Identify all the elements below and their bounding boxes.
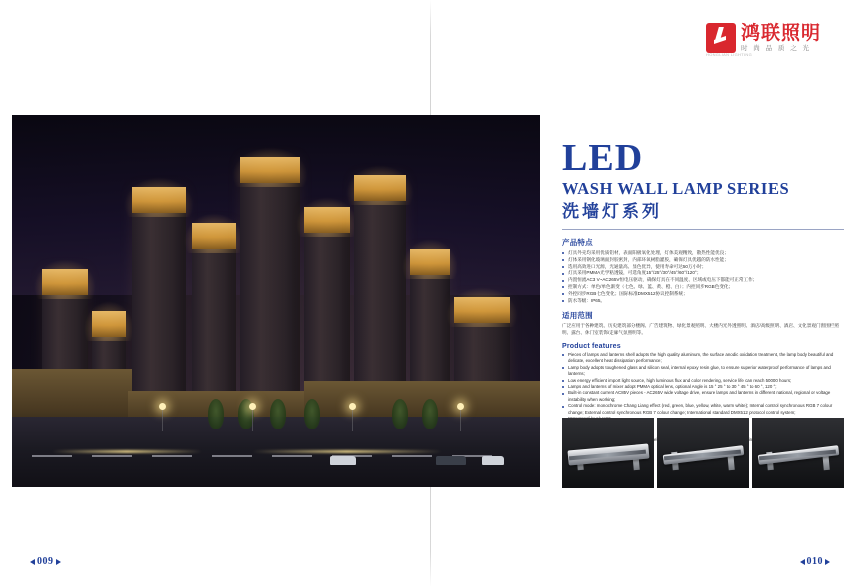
product-info-column bbox=[562, 138, 844, 456]
photo-building-lit-crown bbox=[354, 175, 406, 201]
brand-logo bbox=[706, 20, 836, 56]
photo-building-lit-crown bbox=[132, 187, 186, 213]
photo-light-streak bbox=[252, 450, 442, 453]
photo-road-marking bbox=[212, 455, 252, 457]
photo-road-marking bbox=[32, 455, 72, 457]
triangle-right-icon bbox=[825, 559, 830, 565]
heading-scope-cn: 适用范围 bbox=[562, 311, 593, 321]
product-photo-wash-wall-lamp-long bbox=[752, 418, 844, 488]
photo-building-lit-crown bbox=[240, 157, 300, 183]
text-scope-en: hotels, bbox=[647, 437, 661, 443]
photo-building-lit-crown bbox=[192, 223, 236, 249]
photo-street-lamp bbox=[352, 407, 353, 431]
list-item: 内置恒流AC3 V~AC265V恒电压驱动，确保灯具在不同温度、区域或电压下都能可正常工作； bbox=[562, 277, 844, 284]
title-series-en: WASH WALL LAMP SERIES bbox=[562, 179, 790, 198]
divider bbox=[562, 229, 844, 230]
product-photo-wash-wall-lamp-medium bbox=[657, 418, 749, 488]
photo-car bbox=[330, 456, 356, 465]
photo-road-marking bbox=[92, 455, 132, 457]
photo-building-lit-crown bbox=[304, 207, 350, 233]
list-item: 灯具外壳均采用优质铝材，表面阳极氧化处理，灯体美观精致，散热性能优良； bbox=[562, 250, 844, 257]
title-led: LED bbox=[562, 137, 644, 179]
page-number-left-label: 009 bbox=[37, 556, 54, 567]
title-series-cn: 洗墙灯系列 bbox=[562, 202, 662, 221]
triangle-right-icon bbox=[56, 559, 61, 565]
list-item: Low energy efficient import light source, high luminous flux and color rendering, service life can reach 50000 hours; bbox=[562, 378, 844, 384]
triangle-left-icon bbox=[30, 559, 35, 565]
page-number-left bbox=[30, 556, 61, 567]
photo-street-lamp bbox=[252, 407, 253, 431]
list-item: 防水等级：IP65。 bbox=[562, 298, 844, 305]
photo-tree bbox=[422, 399, 438, 429]
photo-road-marking bbox=[272, 455, 312, 457]
logo-company-name-en: HONGLIAN LIGHTING bbox=[706, 52, 752, 57]
logo-company-name-cn: 鸿联照明 bbox=[741, 22, 822, 44]
photo-tree bbox=[304, 399, 320, 429]
list-item: Pieces of lamps and lanterns shell adopts the high quality aluminum, the surface anodic oxidation treatment, the lamp body beautiful and delicate, excellent heat dissipation performance; bbox=[562, 352, 844, 365]
list-features-cn bbox=[562, 250, 844, 304]
photo-car bbox=[436, 456, 466, 465]
heading-features-en: Product features bbox=[562, 342, 621, 350]
list-item: 灯体采用钢化玻璃面封胶密封，内部环氧树脂灌胶，确保灯具优越的防水性能； bbox=[562, 257, 844, 264]
photo-building-lit-crown bbox=[410, 249, 450, 275]
text-scope-cn: 广泛应用于各种建筑、历史建筑部分楼阁、广告建筑物、绿化景观照明、大楼内光外透照明、酒店/高级照明、酒店、文化景观门窗围栏照明、露台、休门室装饰/走廊气氛照明等。 bbox=[562, 323, 839, 336]
photo-street-lamp bbox=[162, 407, 163, 431]
photo-building bbox=[240, 157, 300, 419]
triangle-left-icon bbox=[800, 559, 805, 565]
list-item: 控制方式：单色/单色渐变（七色、绿、蓝、黄、橙、白）；内控同步RGB色变化； bbox=[562, 284, 844, 291]
photo-tree bbox=[392, 399, 408, 429]
hero-photo-night-buildings bbox=[12, 115, 540, 487]
photo-building-lit-crown bbox=[454, 297, 510, 323]
photo-road-marking bbox=[392, 455, 432, 457]
photo-road-marking bbox=[152, 455, 192, 457]
photo-tree bbox=[270, 399, 286, 429]
photo-car bbox=[482, 456, 504, 465]
list-item: 外控同步RGB七色变化；国际标准DMX512协议控制系统； bbox=[562, 291, 844, 298]
heading-features-cn: 产品特点 bbox=[562, 238, 593, 247]
photo-building bbox=[192, 223, 236, 419]
logo-text-group bbox=[741, 24, 821, 53]
photo-street-lamp bbox=[460, 407, 461, 431]
photo-tree bbox=[208, 399, 224, 429]
list-item: Built-in constant current AC85V pieces - AC265V wide voltage drive, ensure lamps and lanterns in different national, regional or voltage instability when working; bbox=[562, 390, 844, 403]
list-item: 灯具采用PMMA光学粘透镜，可选角度15°/25°/30°/45°/60°/120°； bbox=[562, 270, 844, 277]
photo-building-lit-crown bbox=[92, 311, 126, 337]
list-item: 选用高效进口光源，光通量高、显色优异，使用寿命可达50万小时； bbox=[562, 264, 844, 271]
flame-icon bbox=[706, 23, 736, 53]
list-item: Control mode: monochrome Chang Liang effect (red, green, blue, yellow, white, warm white); Internal control synchronous RGB 7 colour change; External control synchronous RGB 7 colour change; International standard DMX512 protocol control system; bbox=[562, 403, 844, 416]
photo-light-streak bbox=[52, 450, 202, 453]
list-item: Lamp body adopts toughened glass and silicon seal, internal epoxy resin glue, to ensure superior waterproof performance of lamps and lanterns; bbox=[562, 365, 844, 378]
page-number-right-label: 010 bbox=[806, 556, 823, 567]
photo-building bbox=[132, 187, 186, 419]
photo-building-lit-crown bbox=[42, 269, 88, 295]
product-photo-strip bbox=[562, 418, 844, 488]
list-features-en bbox=[562, 352, 844, 422]
logo-tagline: 时 尚 品 质 之 光 bbox=[741, 44, 812, 52]
product-photo-wash-wall-lamp-short bbox=[562, 418, 654, 488]
list-item: Lamps and lanterns of mixer adopt PMMA optical lens, optional Angle is 15 ° 25 ° to 30 ° 45 ° to 60 °, 120 °; bbox=[562, 384, 844, 390]
page-number-right bbox=[800, 556, 831, 567]
